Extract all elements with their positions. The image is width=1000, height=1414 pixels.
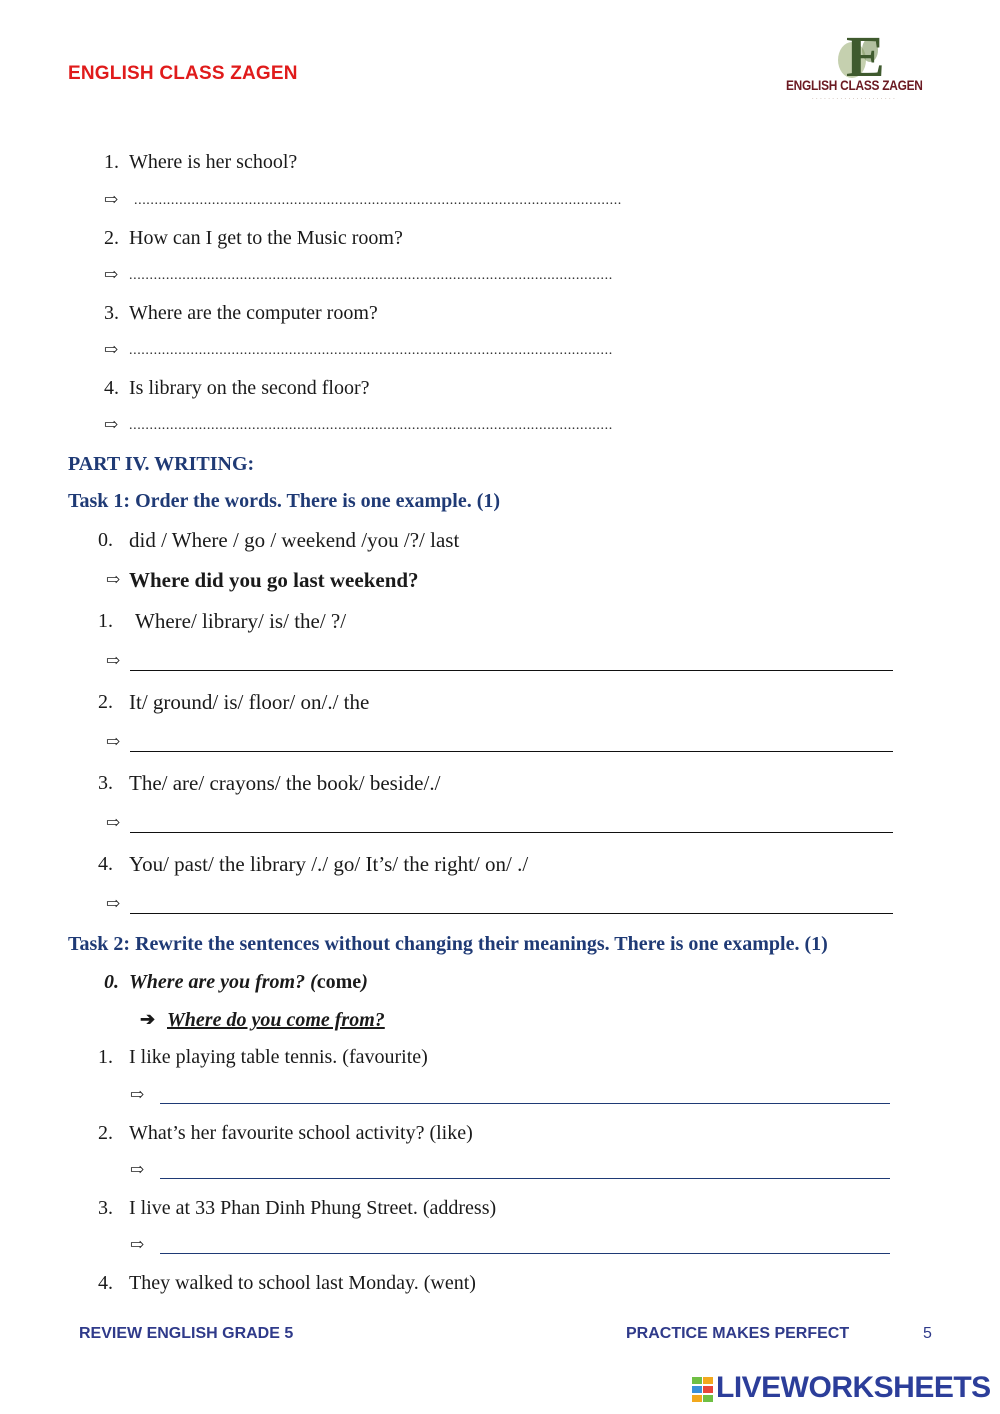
task2-q4-number: 4.: [98, 1272, 113, 1294]
task2-title: Task 2: Rewrite the sentences without changing their meanings. There is one example. (1): [68, 933, 828, 955]
arrow-icon: ⇨: [130, 1085, 145, 1104]
task2-q1-answer-line[interactable]: [160, 1103, 890, 1104]
arrow-icon: ⇨: [104, 340, 119, 359]
task1-q4-answer-line[interactable]: [130, 913, 893, 914]
q4-answer-field[interactable]: ......................................................................................................................: [129, 418, 613, 433]
task2-q3-answer-line[interactable]: [160, 1253, 890, 1254]
logo-letter: E: [846, 24, 885, 82]
task2-q1-number: 1.: [98, 1046, 113, 1068]
task1-q2-text: It/ ground/ is/ floor/ on/./ the: [129, 690, 370, 714]
task1-example-number: 0.: [98, 529, 113, 551]
arrow-icon: ⇨: [106, 813, 121, 832]
footer-right: PRACTICE MAKES PERFECT: [626, 1325, 850, 1342]
task2-example-keyword: come: [316, 971, 362, 993]
task1-q3-text: The/ are/ crayons/ the book/ beside/./: [129, 771, 441, 795]
arrow-icon: ⇨: [130, 1235, 145, 1254]
task2-example-number: 0.: [104, 971, 119, 993]
q3-text: Where are the computer room?: [129, 302, 378, 324]
task1-title: Task 1: Order the words. There is one example. (1): [68, 490, 501, 512]
task1-q3-answer-line[interactable]: [130, 832, 893, 833]
task2-example: [129, 971, 368, 994]
q3-number: 3.: [104, 302, 119, 324]
task1-q4-number: 4.: [98, 853, 113, 875]
page-number: 5: [923, 1325, 932, 1342]
arrow-icon: ⇨: [106, 570, 121, 589]
task2-q2-number: 2.: [98, 1122, 113, 1144]
task2-q2-answer-line[interactable]: [160, 1178, 890, 1179]
logo-subtext-decoration: · · · · · · · · · · · · · · · · · · · · ·: [812, 96, 896, 102]
arrow-icon: ⇨: [104, 265, 119, 284]
q1-number: 1.: [104, 151, 119, 173]
task2-example-close: ): [361, 971, 368, 993]
q1-text: Where is her school?: [129, 151, 298, 173]
arrow-icon: ⇨: [130, 1160, 145, 1179]
arrow-icon: ⇨: [106, 732, 121, 751]
footer-left: REVIEW ENGLISH GRADE 5: [79, 1325, 294, 1342]
q1-answer-field[interactable]: .......................................................................................................................: [134, 193, 622, 208]
task1-example-text: did / Where / go / weekend /you /?/ last: [129, 528, 460, 552]
logo: [782, 22, 947, 104]
task1-example-answer: Where did you go last weekend?: [129, 568, 419, 592]
task1-q2-number: 2.: [98, 691, 113, 713]
arrow-right-icon: ➔: [140, 1009, 156, 1029]
task1-q2-answer-line[interactable]: [130, 751, 893, 752]
task2-q3-text: I live at 33 Phan Dinh Phung Street. (address): [129, 1197, 497, 1219]
logo-e-icon: [782, 22, 947, 82]
liveworksheets-brand[interactable]: LIVEWORKSHEETS: [716, 1371, 991, 1404]
task2-q1-text: I like playing table tennis. (favourite): [129, 1046, 428, 1068]
arrow-icon: ⇨: [104, 190, 119, 209]
q2-text: How can I get to the Music room?: [129, 227, 403, 249]
arrow-icon: ⇨: [104, 415, 119, 434]
arrow-icon: ⇨: [106, 894, 121, 913]
q3-answer-field[interactable]: ......................................................................................................................: [129, 343, 613, 358]
logo-text: ENGLISH CLASS ZAGEN: [786, 77, 923, 93]
task1-q1-answer-line[interactable]: [130, 670, 893, 671]
header-title: ENGLISH CLASS ZAGEN: [68, 63, 298, 84]
q4-number: 4.: [104, 377, 119, 399]
q2-answer-field[interactable]: ......................................................................................................................: [129, 268, 613, 283]
task2-q3-number: 3.: [98, 1197, 113, 1219]
task2-q4-text: They walked to school last Monday. (went): [129, 1272, 476, 1294]
task1-q1-number: 1.: [98, 610, 113, 632]
task1-q3-number: 3.: [98, 772, 113, 794]
part4-title: PART IV. WRITING:: [68, 453, 255, 475]
arrow-icon: ⇨: [106, 651, 121, 670]
task1-q1-text: Where/ library/ is/ the/ ?/: [135, 609, 347, 633]
task2-example-answer: Where do you come from?: [167, 1009, 385, 1031]
task2-example-text: Where are you from? (: [129, 971, 317, 993]
task2-q2-text: What’s her favourite school activity? (like): [129, 1122, 473, 1144]
liveworksheets-logo-icon: [692, 1377, 714, 1403]
task1-q4-text: You/ past/ the library /./ go/ It’s/ the right/ on/ ./: [129, 852, 529, 876]
q4-text: Is library on the second floor?: [129, 377, 370, 399]
q2-number: 2.: [104, 227, 119, 249]
